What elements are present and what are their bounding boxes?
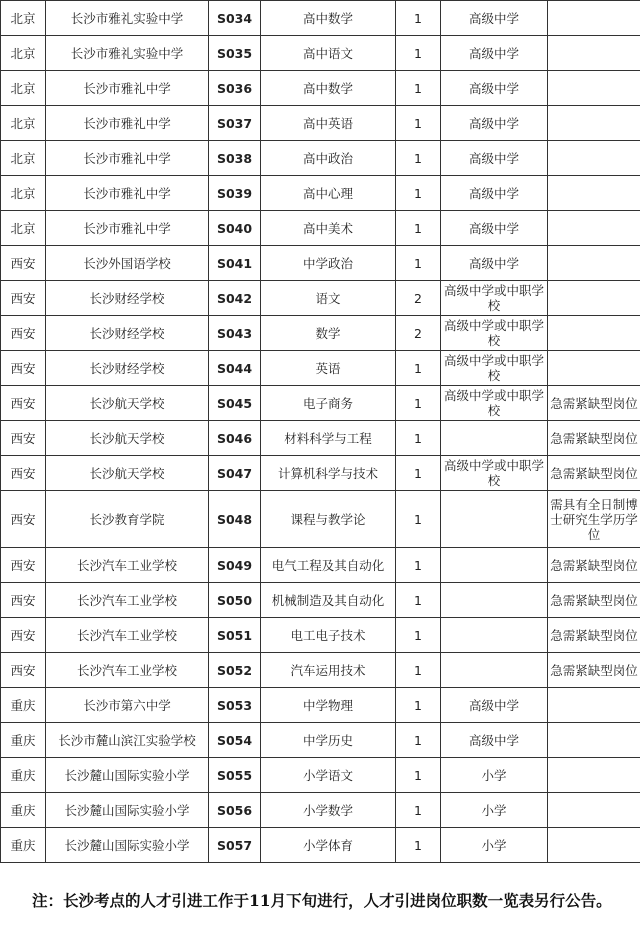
subject-cell: 英语 <box>261 351 396 386</box>
position-code-cell: S055 <box>209 758 261 793</box>
school-level-cell: 高级中学 <box>441 246 548 281</box>
region-cell: 西安 <box>1 456 46 491</box>
table-row <box>1 688 640 723</box>
table-row <box>1 583 640 618</box>
school-level-cell: 高级中学或中职学校 <box>441 281 548 316</box>
region-cell: 重庆 <box>1 793 46 828</box>
subject-cell: 小学语文 <box>261 758 396 793</box>
region-cell: 西安 <box>1 281 46 316</box>
position-code-cell: S047 <box>209 456 261 491</box>
headcount-cell: 1 <box>396 71 441 106</box>
footnote-text: 注：长沙考点的人才引进工作于11月下旬进行，人才引进岗位职数一览表另行公告。 <box>32 891 612 910</box>
subject-cell: 高中政治 <box>261 141 396 176</box>
position-code-cell: S044 <box>209 351 261 386</box>
remark-cell: 急需紧缺型岗位 <box>548 456 640 491</box>
headcount-cell: 1 <box>396 141 441 176</box>
school-cell: 长沙麓山国际实验小学 <box>46 758 209 793</box>
subject-cell: 中学政治 <box>261 246 396 281</box>
position-code-cell: S052 <box>209 653 261 688</box>
position-code-cell: S048 <box>209 491 261 548</box>
school-cell: 长沙麓山国际实验小学 <box>46 828 209 863</box>
school-level-cell: 高级中学或中职学校 <box>441 316 548 351</box>
position-code-cell: S036 <box>209 71 261 106</box>
remark-cell <box>548 281 640 316</box>
headcount-cell: 1 <box>396 1 441 36</box>
subject-cell: 小学体育 <box>261 828 396 863</box>
headcount-cell: 1 <box>396 793 441 828</box>
position-code-cell: S051 <box>209 618 261 653</box>
position-code-cell: S050 <box>209 583 261 618</box>
position-code-cell: S057 <box>209 828 261 863</box>
region-cell: 西安 <box>1 653 46 688</box>
subject-cell: 中学物理 <box>261 688 396 723</box>
school-level-cell <box>441 548 548 583</box>
remark-cell <box>548 176 640 211</box>
table-row <box>1 456 640 491</box>
subject-cell: 高中语文 <box>261 36 396 71</box>
positions-table-body <box>1 1 640 863</box>
school-level-cell: 小学 <box>441 793 548 828</box>
school-cell: 长沙汽车工业学校 <box>46 618 209 653</box>
position-code-cell: S034 <box>209 1 261 36</box>
school-level-cell: 高级中学 <box>441 141 548 176</box>
subject-cell: 电气工程及其自动化 <box>261 548 396 583</box>
table-row <box>1 491 640 548</box>
school-level-cell: 小学 <box>441 828 548 863</box>
headcount-cell: 1 <box>396 456 441 491</box>
school-level-cell: 高级中学 <box>441 36 548 71</box>
position-code-cell: S053 <box>209 688 261 723</box>
remark-cell <box>548 141 640 176</box>
headcount-cell: 1 <box>396 653 441 688</box>
school-cell: 长沙市雅礼中学 <box>46 71 209 106</box>
remark-cell <box>548 36 640 71</box>
subject-cell: 高中美术 <box>261 211 396 246</box>
region-cell: 西安 <box>1 386 46 421</box>
region-cell: 北京 <box>1 176 46 211</box>
school-level-cell: 高级中学 <box>441 176 548 211</box>
position-code-cell: S042 <box>209 281 261 316</box>
school-cell: 长沙财经学校 <box>46 351 209 386</box>
table-row <box>1 421 640 456</box>
school-level-cell <box>441 618 548 653</box>
headcount-cell: 1 <box>396 491 441 548</box>
school-cell: 长沙航天学校 <box>46 386 209 421</box>
remark-cell <box>548 723 640 758</box>
region-cell: 北京 <box>1 106 46 141</box>
headcount-cell: 2 <box>396 281 441 316</box>
school-level-cell: 高级中学 <box>441 688 548 723</box>
table-row <box>1 793 640 828</box>
region-cell: 重庆 <box>1 723 46 758</box>
headcount-cell: 1 <box>396 211 441 246</box>
remark-cell <box>548 793 640 828</box>
position-code-cell: S043 <box>209 316 261 351</box>
school-level-cell: 高级中学或中职学校 <box>441 456 548 491</box>
table-row <box>1 36 640 71</box>
subject-cell: 汽车运用技术 <box>261 653 396 688</box>
region-cell: 西安 <box>1 583 46 618</box>
position-code-cell: S046 <box>209 421 261 456</box>
region-cell: 西安 <box>1 316 46 351</box>
school-cell: 长沙市雅礼中学 <box>46 106 209 141</box>
region-cell: 西安 <box>1 548 46 583</box>
school-cell: 长沙市麓山滨江实验学校 <box>46 723 209 758</box>
remark-cell: 急需紧缺型岗位 <box>548 421 640 456</box>
region-cell: 西安 <box>1 246 46 281</box>
remark-cell: 急需紧缺型岗位 <box>548 583 640 618</box>
position-code-cell: S045 <box>209 386 261 421</box>
table-row <box>1 281 640 316</box>
table-row <box>1 71 640 106</box>
school-cell: 长沙财经学校 <box>46 281 209 316</box>
remark-cell <box>548 316 640 351</box>
subject-cell: 高中心理 <box>261 176 396 211</box>
region-cell: 西安 <box>1 618 46 653</box>
school-cell: 长沙市第六中学 <box>46 688 209 723</box>
region-cell: 北京 <box>1 36 46 71</box>
headcount-cell: 1 <box>396 618 441 653</box>
headcount-cell: 1 <box>396 758 441 793</box>
school-cell: 长沙市雅礼实验中学 <box>46 1 209 36</box>
footnote <box>0 882 640 945</box>
school-cell: 长沙市雅礼中学 <box>46 211 209 246</box>
position-code-cell: S037 <box>209 106 261 141</box>
school-level-cell <box>441 491 548 548</box>
position-code-cell: S056 <box>209 793 261 828</box>
subject-cell: 材料科学与工程 <box>261 421 396 456</box>
subject-cell: 高中数学 <box>261 71 396 106</box>
school-cell: 长沙市雅礼中学 <box>46 141 209 176</box>
school-cell: 长沙外国语学校 <box>46 246 209 281</box>
subject-cell: 电工电子技术 <box>261 618 396 653</box>
table-row <box>1 1 640 36</box>
school-level-cell: 高级中学或中职学校 <box>441 351 548 386</box>
region-cell: 重庆 <box>1 758 46 793</box>
school-level-cell: 小学 <box>441 758 548 793</box>
remark-cell <box>548 688 640 723</box>
position-code-cell: S039 <box>209 176 261 211</box>
region-cell: 重庆 <box>1 828 46 863</box>
headcount-cell: 2 <box>396 316 441 351</box>
table-row <box>1 618 640 653</box>
subject-cell: 小学数学 <box>261 793 396 828</box>
subject-cell: 电子商务 <box>261 386 396 421</box>
headcount-cell: 1 <box>396 386 441 421</box>
school-cell: 长沙麓山国际实验小学 <box>46 793 209 828</box>
remark-cell <box>548 246 640 281</box>
school-level-cell: 高级中学 <box>441 1 548 36</box>
school-cell: 长沙汽车工业学校 <box>46 548 209 583</box>
table-row <box>1 548 640 583</box>
table-row <box>1 653 640 688</box>
table-row <box>1 176 640 211</box>
subject-cell: 语文 <box>261 281 396 316</box>
headcount-cell: 1 <box>396 421 441 456</box>
table-row <box>1 316 640 351</box>
school-cell: 长沙市雅礼实验中学 <box>46 36 209 71</box>
region-cell: 北京 <box>1 211 46 246</box>
school-cell: 长沙教育学院 <box>46 491 209 548</box>
remark-cell: 急需紧缺型岗位 <box>548 386 640 421</box>
subject-cell: 高中英语 <box>261 106 396 141</box>
position-code-cell: S038 <box>209 141 261 176</box>
region-cell: 西安 <box>1 421 46 456</box>
headcount-cell: 1 <box>396 548 441 583</box>
remark-cell <box>548 71 640 106</box>
school-cell: 长沙市雅礼中学 <box>46 176 209 211</box>
remark-cell <box>548 828 640 863</box>
subject-cell: 课程与教学论 <box>261 491 396 548</box>
remark-cell <box>548 211 640 246</box>
headcount-cell: 1 <box>396 176 441 211</box>
position-code-cell: S041 <box>209 246 261 281</box>
school-level-cell: 高级中学 <box>441 71 548 106</box>
subject-cell: 计算机科学与技术 <box>261 456 396 491</box>
remark-cell <box>548 758 640 793</box>
remark-cell <box>548 1 640 36</box>
table-row <box>1 246 640 281</box>
region-cell: 西安 <box>1 351 46 386</box>
school-cell: 长沙财经学校 <box>46 316 209 351</box>
table-row <box>1 211 640 246</box>
subject-cell: 高中数学 <box>261 1 396 36</box>
region-cell: 北京 <box>1 141 46 176</box>
headcount-cell: 1 <box>396 351 441 386</box>
remark-cell: 急需紧缺型岗位 <box>548 618 640 653</box>
headcount-cell: 1 <box>396 828 441 863</box>
school-level-cell <box>441 421 548 456</box>
table-row <box>1 141 640 176</box>
school-level-cell: 高级中学或中职学校 <box>441 386 548 421</box>
position-code-cell: S035 <box>209 36 261 71</box>
region-cell: 北京 <box>1 1 46 36</box>
table-row <box>1 351 640 386</box>
remark-cell: 急需紧缺型岗位 <box>548 653 640 688</box>
school-level-cell: 高级中学 <box>441 106 548 141</box>
subject-cell: 数学 <box>261 316 396 351</box>
headcount-cell: 1 <box>396 723 441 758</box>
table-row <box>1 828 640 863</box>
school-cell: 长沙汽车工业学校 <box>46 653 209 688</box>
subject-cell: 机械制造及其自动化 <box>261 583 396 618</box>
school-cell: 长沙汽车工业学校 <box>46 583 209 618</box>
remark-cell <box>548 351 640 386</box>
remark-cell: 急需紧缺型岗位 <box>548 548 640 583</box>
school-level-cell: 高级中学 <box>441 211 548 246</box>
region-cell: 重庆 <box>1 688 46 723</box>
remark-cell <box>548 106 640 141</box>
headcount-cell: 1 <box>396 106 441 141</box>
school-level-cell: 高级中学 <box>441 723 548 758</box>
table-row <box>1 723 640 758</box>
headcount-cell: 1 <box>396 246 441 281</box>
region-cell: 西安 <box>1 491 46 548</box>
school-level-cell <box>441 583 548 618</box>
subject-cell: 中学历史 <box>261 723 396 758</box>
position-code-cell: S040 <box>209 211 261 246</box>
headcount-cell: 1 <box>396 583 441 618</box>
school-cell: 长沙航天学校 <box>46 456 209 491</box>
table-row <box>1 106 640 141</box>
remark-cell: 需具有全日制博士研究生学历学位 <box>548 491 640 548</box>
school-level-cell <box>441 653 548 688</box>
school-cell: 长沙航天学校 <box>46 421 209 456</box>
region-cell: 北京 <box>1 71 46 106</box>
headcount-cell: 1 <box>396 36 441 71</box>
table-row <box>1 758 640 793</box>
table-row <box>1 386 640 421</box>
position-code-cell: S049 <box>209 548 261 583</box>
position-code-cell: S054 <box>209 723 261 758</box>
headcount-cell: 1 <box>396 688 441 723</box>
